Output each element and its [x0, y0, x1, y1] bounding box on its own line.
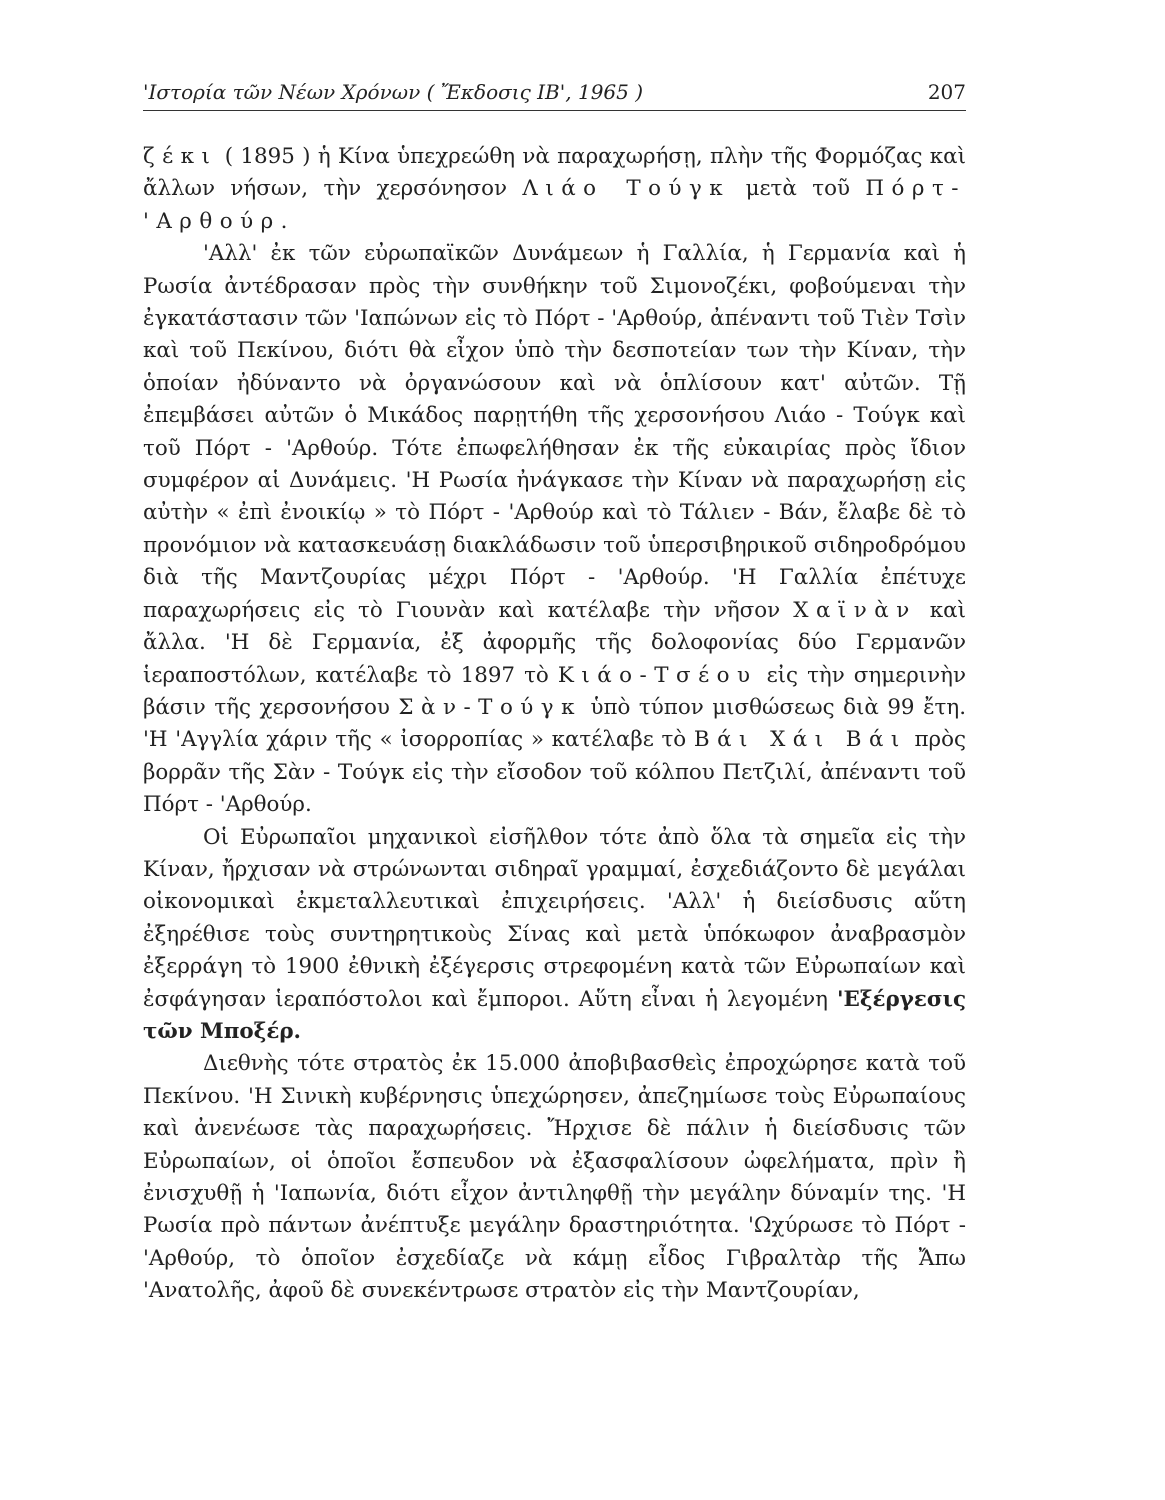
text-run-spaced: Βάι Χάι Βάι — [693, 727, 907, 753]
paragraph — [143, 238, 966, 821]
body-text — [143, 141, 966, 1308]
text-run: μετὰ τοῦ — [730, 176, 866, 202]
text-run: πρὸς βορρᾶν τῆς Σὰν - Τούγκ εἰς τὴν εἴσοδον τοῦ κόλπου Πετζιλί, ἀπέναντι τοῦ Πόρτ - 'Αρθούρ. — [143, 727, 966, 818]
text-run: . — [280, 208, 288, 234]
running-header — [143, 78, 966, 111]
text-run-spaced: Λιάο Τούγκ — [522, 176, 731, 202]
text-run-bold: 'Εξέργεσις τῶν Μποξέρ. — [143, 986, 966, 1044]
text-run: 'Αλλ' ἐκ τῶν εὐρωπαϊκῶν Δυνάμεων ἡ Γαλλία, ἡ Γερμανία καὶ ἡ Ρωσία ἀντέδρασαν πρὸς τὴν συνθήκην τοῦ Σιμονοζέκι, φοβούμεναι τὴν ἐγκατάστασιν τῶν 'Ιαπώνων εἰς τὸ Πόρτ - 'Αρθούρ, ἀπέναντι τοῦ Τιὲν Τσὶν καὶ τοῦ Πεκίνου, διότι θὰ εἶχον ὑπὸ τὴν δεσποτείαν των τὴν Κίναν, τὴν ὁποίαν ἠδύναντο νὰ ὀργανώσουν καὶ νὰ ὁπλίσουν κατ' αὐτῶν. Τῇ ἐπεμβάσει αὐτῶν ὁ Μικάδος παρῃτήθη τῆς χερσονήσου Λιάο - Τούγκ καὶ τοῦ Πόρτ - 'Αρθούρ. Τότε ἐπωφελήθησαν ἐκ τῆς εὐκαιρίας πρὸς ἴδιον συμφέρον αἱ Δυνάμεις. 'Η Ρωσία ἠνάγκασε τὴν Κίναν νὰ παραχωρήσῃ εἰς αὐτὴν « ἐπὶ ἐνοικίῳ » τὸ Πόρτ - 'Αρθούρ καὶ τὸ Τάλιεν - Βάν, ἔλαβε δὲ τὸ προνόμιον νὰ κατασκευάσῃ διακλάδωσιν τοῦ ὑπερσιβηρικοῦ σιδηροδρόμου διὰ τῆς Μαντζουρίας μέχρι Πόρτ - 'Αρθούρ. 'Η Γαλλία ἐπέτυχε παραχωρήσεις εἰς τὸ Γιουνὰν καὶ κατέλαβε τὴν νῆσον — [143, 241, 966, 623]
text-run: ( 1895 ) ἡ Κίνα ὑπεχρεώθη νὰ παραχωρήσῃ, πλὴν τῆς Φορμόζας καὶ ἄλλων νήσων, τὴν χερσόνησον — [143, 144, 966, 202]
paragraph — [143, 141, 966, 238]
text-run-spaced: Πόρτ-'Αρθούρ — [143, 176, 966, 234]
text-run: ὑπὸ τύπον μισθώσεως διὰ 99 ἔτη. 'Η 'Αγγλία χάριν τῆς « ἰσορροπίας » κατέλαβε τὸ — [143, 694, 966, 753]
text-run: εἰς τὴν σημερινὴν βάσιν τῆς χερσονήσου — [143, 662, 966, 720]
running-title: 'Ιστορία τῶν Νέων Χρόνων ( Ἔκδοσις ΙΒ', 1965 ) — [143, 80, 644, 104]
page-number: 207 — [927, 80, 966, 104]
text-run-spaced: Σὰν-Τούγκ — [398, 694, 582, 720]
text-run: καὶ ἄλλα. 'Η δὲ Γερμανία, ἐξ ἀφορμῆς τῆς δολοφονίας δύο Γερμανῶν ἱεραποστόλων, κατέλαβε τὸ 1897 τὸ — [143, 597, 966, 688]
text-run: Οἱ Εὐρωπαῖοι μηχανικοὶ εἰσῆλθον τότε ἀπὸ ὅλα τὰ σημεῖα εἰς τὴν Κίναν, ἤρχισαν νὰ στρώνωνται σιδηραῖ γραμμαί, ἐσχεδιάζοντο δὲ μεγάλαι οἰκονομικαὶ ἐκμεταλλευτικαὶ ἐπιχειρήσεις. 'Αλλ' ἡ διείσδυσις αὕτη ἐξηρέθισε τοὺς συντηρητικοὺς Σίνας καὶ μετὰ ὑπόκωφον ἀναβρασμὸν ἐξερράγη τὸ 1900 ἐθνικὴ ἐξέγερσις στρεφομένη κατὰ τῶν Εὐρωπαίων καὶ ἐσφάγησαν ἱεραπόστολοι καὶ ἔμποροι. Αὕτη εἶναι ἡ λεγομένη — [143, 824, 966, 1012]
text-run-spaced: Κιάο-Τσέου — [557, 662, 758, 688]
text-run-spaced: ζέκι — [143, 144, 218, 169]
paragraph — [143, 1048, 966, 1307]
paragraph — [143, 822, 966, 1049]
book-page — [143, 78, 966, 1308]
text-run-spaced: Χαϊνὰν — [793, 597, 917, 623]
text-run: Διεθνὴς τότε στρατὸς ἐκ 15.000 ἀποβιβασθεὶς ἐπροχώρησε κατὰ τοῦ Πεκίνου. 'Η Σινικὴ κυβέρνησις ὑπεχώρησεν, ἀπεζημίωσε τοὺς Εὐρωπαίους καὶ ἀνενέωσε τὰς παραχωρήσεις. Ἤρχισε δὲ πάλιν ἡ διείσδυσις τῶν Εὐρωπαίων, οἱ ὁποῖοι ἔσπευδον νὰ ἐξασφαλίσουν ὠφελήματα, πρὶν ἢ ἐνισχυθῇ ἡ 'Ιαπωνία, διότι εἶχον ἀντιληφθῇ τὴν μεγάλην δύναμίν της. 'Η Ρωσία πρὸ πάντων ἀνέπτυξε μεγάλην δραστηριότητα. 'Ωχύρωσε τὸ Πόρτ - 'Αρθούρ, τὸ ὁποῖον ἐσχεδίαζε νὰ κάμῃ εἶδος Γιβραλτὰρ τῆς Ἄπω 'Ανατολῆς, ἀφοῦ δὲ συνεκέντρωσε στρατὸν εἰς τὴν Μαντζουρίαν, — [143, 1051, 966, 1304]
